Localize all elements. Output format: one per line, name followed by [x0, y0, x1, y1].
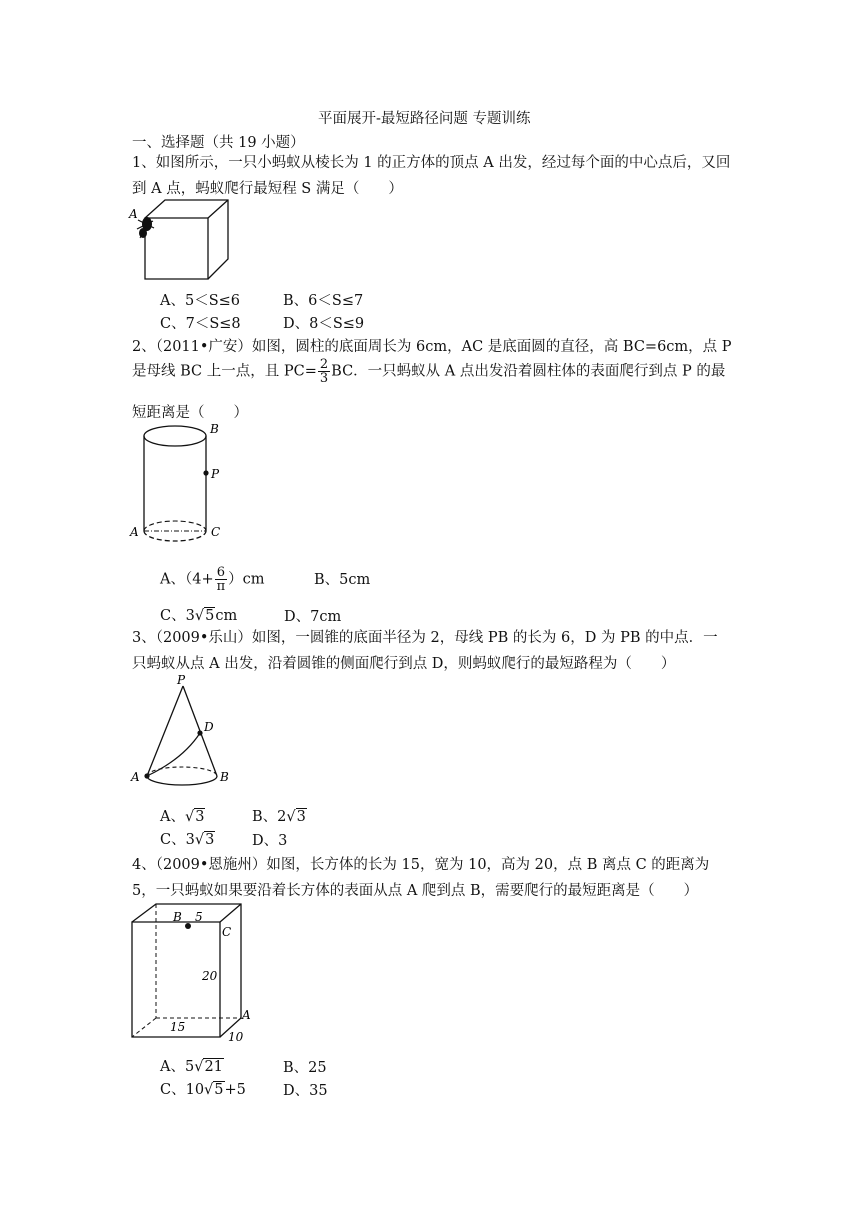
q2-option-a[interactable]: [160, 566, 265, 593]
radicand: 5: [205, 608, 215, 624]
cuboid-label-c: C: [222, 925, 232, 939]
q2-option-b[interactable]: B、5cm: [314, 572, 371, 588]
q2-option-d[interactable]: D、7cm: [284, 609, 342, 625]
cyl-label-c: C: [211, 525, 221, 539]
q2-opta-prefix: A、: [160, 571, 185, 588]
frac-numerator: 2: [319, 357, 329, 372]
cyl-label-a: A: [130, 525, 139, 539]
q3-option-d[interactable]: D、3: [252, 833, 288, 849]
cone-figure: [128, 674, 248, 789]
q4-option-a[interactable]: A、5√21: [160, 1059, 223, 1075]
q3-optb-prefix: B、2: [252, 809, 287, 825]
question-4-text: 4、（2009•恩施州）如图，长方体的长为 15，宽为 10，高为 20，点 B 离点 C 的距离为 5，一只蚂蚁如果要沿着长方体的表面从点 A 爬到点 B，需要爬行的最短距离是（ ）: [132, 857, 710, 899]
page-title: 平面展开-最短路径问题 专题训练: [318, 111, 531, 127]
frac-denominator: π: [216, 579, 226, 594]
fraction-two-thirds: [318, 358, 330, 385]
q4-option-d[interactable]: D、35: [283, 1083, 328, 1099]
q2-opta-4: （4+: [184, 571, 214, 588]
cuboid-label-a: A: [242, 1008, 251, 1022]
q3-option-c[interactable]: C、3√3: [160, 832, 215, 848]
cuboid-figure: [128, 900, 268, 1045]
cuboid-label-20: 20: [202, 969, 218, 983]
q4-optc-prefix: C、10: [160, 1082, 205, 1098]
q2-optc-unit: cm: [215, 608, 238, 624]
cube-label-a: A: [129, 207, 138, 221]
radicand: 5: [214, 1082, 224, 1098]
question-2-line1: 2、（2011•广安）如图，圆柱的底面周长为 6cm，AC 是底面圆的直径，高 BC=6cm，点 P: [132, 339, 732, 355]
q3-optc-prefix: C、3: [160, 832, 195, 848]
cuboid-label-15: 15: [170, 1020, 186, 1034]
q3-option-a[interactable]: A、√3: [160, 809, 205, 825]
q2-optc-prefix: C、: [160, 608, 186, 624]
fraction-six-pi: [215, 566, 228, 593]
cube-figure: [128, 196, 238, 286]
q4-option-c[interactable]: C、10√5+5: [160, 1082, 246, 1098]
cylinder-figure: [128, 420, 238, 550]
question-2-line3: 短距离是（ ）: [132, 405, 248, 421]
point-p-marker: [203, 470, 208, 475]
q4-option-b[interactable]: B、25: [283, 1060, 327, 1076]
frac-denominator: 3: [319, 371, 329, 386]
cone-label-b: B: [220, 770, 229, 784]
cone-label-a: A: [131, 770, 140, 784]
q4-optc-end: +5: [224, 1082, 246, 1098]
cuboid-label-10: 10: [228, 1030, 244, 1044]
question-1-text: 1、如图所示，一只小蚂蚁从棱长为 1 的正方体的顶点 A 出发，经过每个面的中心点后，又回到 A 点，蚂蚁爬行最短程 S 满足（ ）: [132, 155, 731, 197]
q1-option-c[interactable]: C、7＜S≤8: [160, 316, 241, 332]
q2-option-c[interactable]: C、3√5cm: [160, 608, 238, 624]
cone-label-d: D: [204, 720, 214, 734]
q1-option-b[interactable]: B、6＜S≤7: [283, 293, 364, 309]
radicand: 3: [195, 809, 205, 825]
section-heading: 一、选择题（共 19 小题）: [132, 135, 305, 151]
cuboid-label-b: B: [173, 910, 182, 924]
q2-optc-coef: 3: [185, 608, 195, 624]
cyl-label-b: B: [210, 422, 219, 436]
cuboid-label-5: 5: [195, 910, 203, 924]
radicand: 3: [205, 832, 215, 848]
question-2-line2: [132, 358, 725, 385]
cyl-label-p: P: [211, 467, 220, 481]
radicand: 3: [296, 809, 306, 825]
ant-icon: [137, 217, 154, 238]
question-3-text: 3、（2009•乐山）如图，一圆锥的底面半径为 2，母线 PB 的长为 6，D 为 PB 的中点．一只蚂蚁从点 A 出发，沿着圆锥的侧面爬行到点 D，则蚂蚁爬行的最短路程为（ ）: [132, 630, 718, 672]
cone-label-p: P: [177, 674, 186, 687]
q1-option-a[interactable]: A、5＜S≤6: [160, 293, 241, 309]
frac-numerator: 6: [215, 566, 228, 580]
q2-text-b1: 是母线 BC 上一点，且 PC=: [132, 363, 317, 380]
q3-option-b[interactable]: B、2√3: [252, 809, 306, 825]
q2-text-b2: BC．一只蚂蚁从 A 点出发沿着圆柱体的表面爬行到点 P 的最: [331, 363, 726, 380]
q1-option-d[interactable]: D、8＜S≤9: [283, 316, 365, 332]
q4-opta-prefix: A、5: [160, 1059, 195, 1075]
q3-opta-prefix: A、: [160, 809, 185, 825]
radicand: 21: [204, 1059, 223, 1075]
q2-opta-end: ）cm: [228, 571, 265, 588]
